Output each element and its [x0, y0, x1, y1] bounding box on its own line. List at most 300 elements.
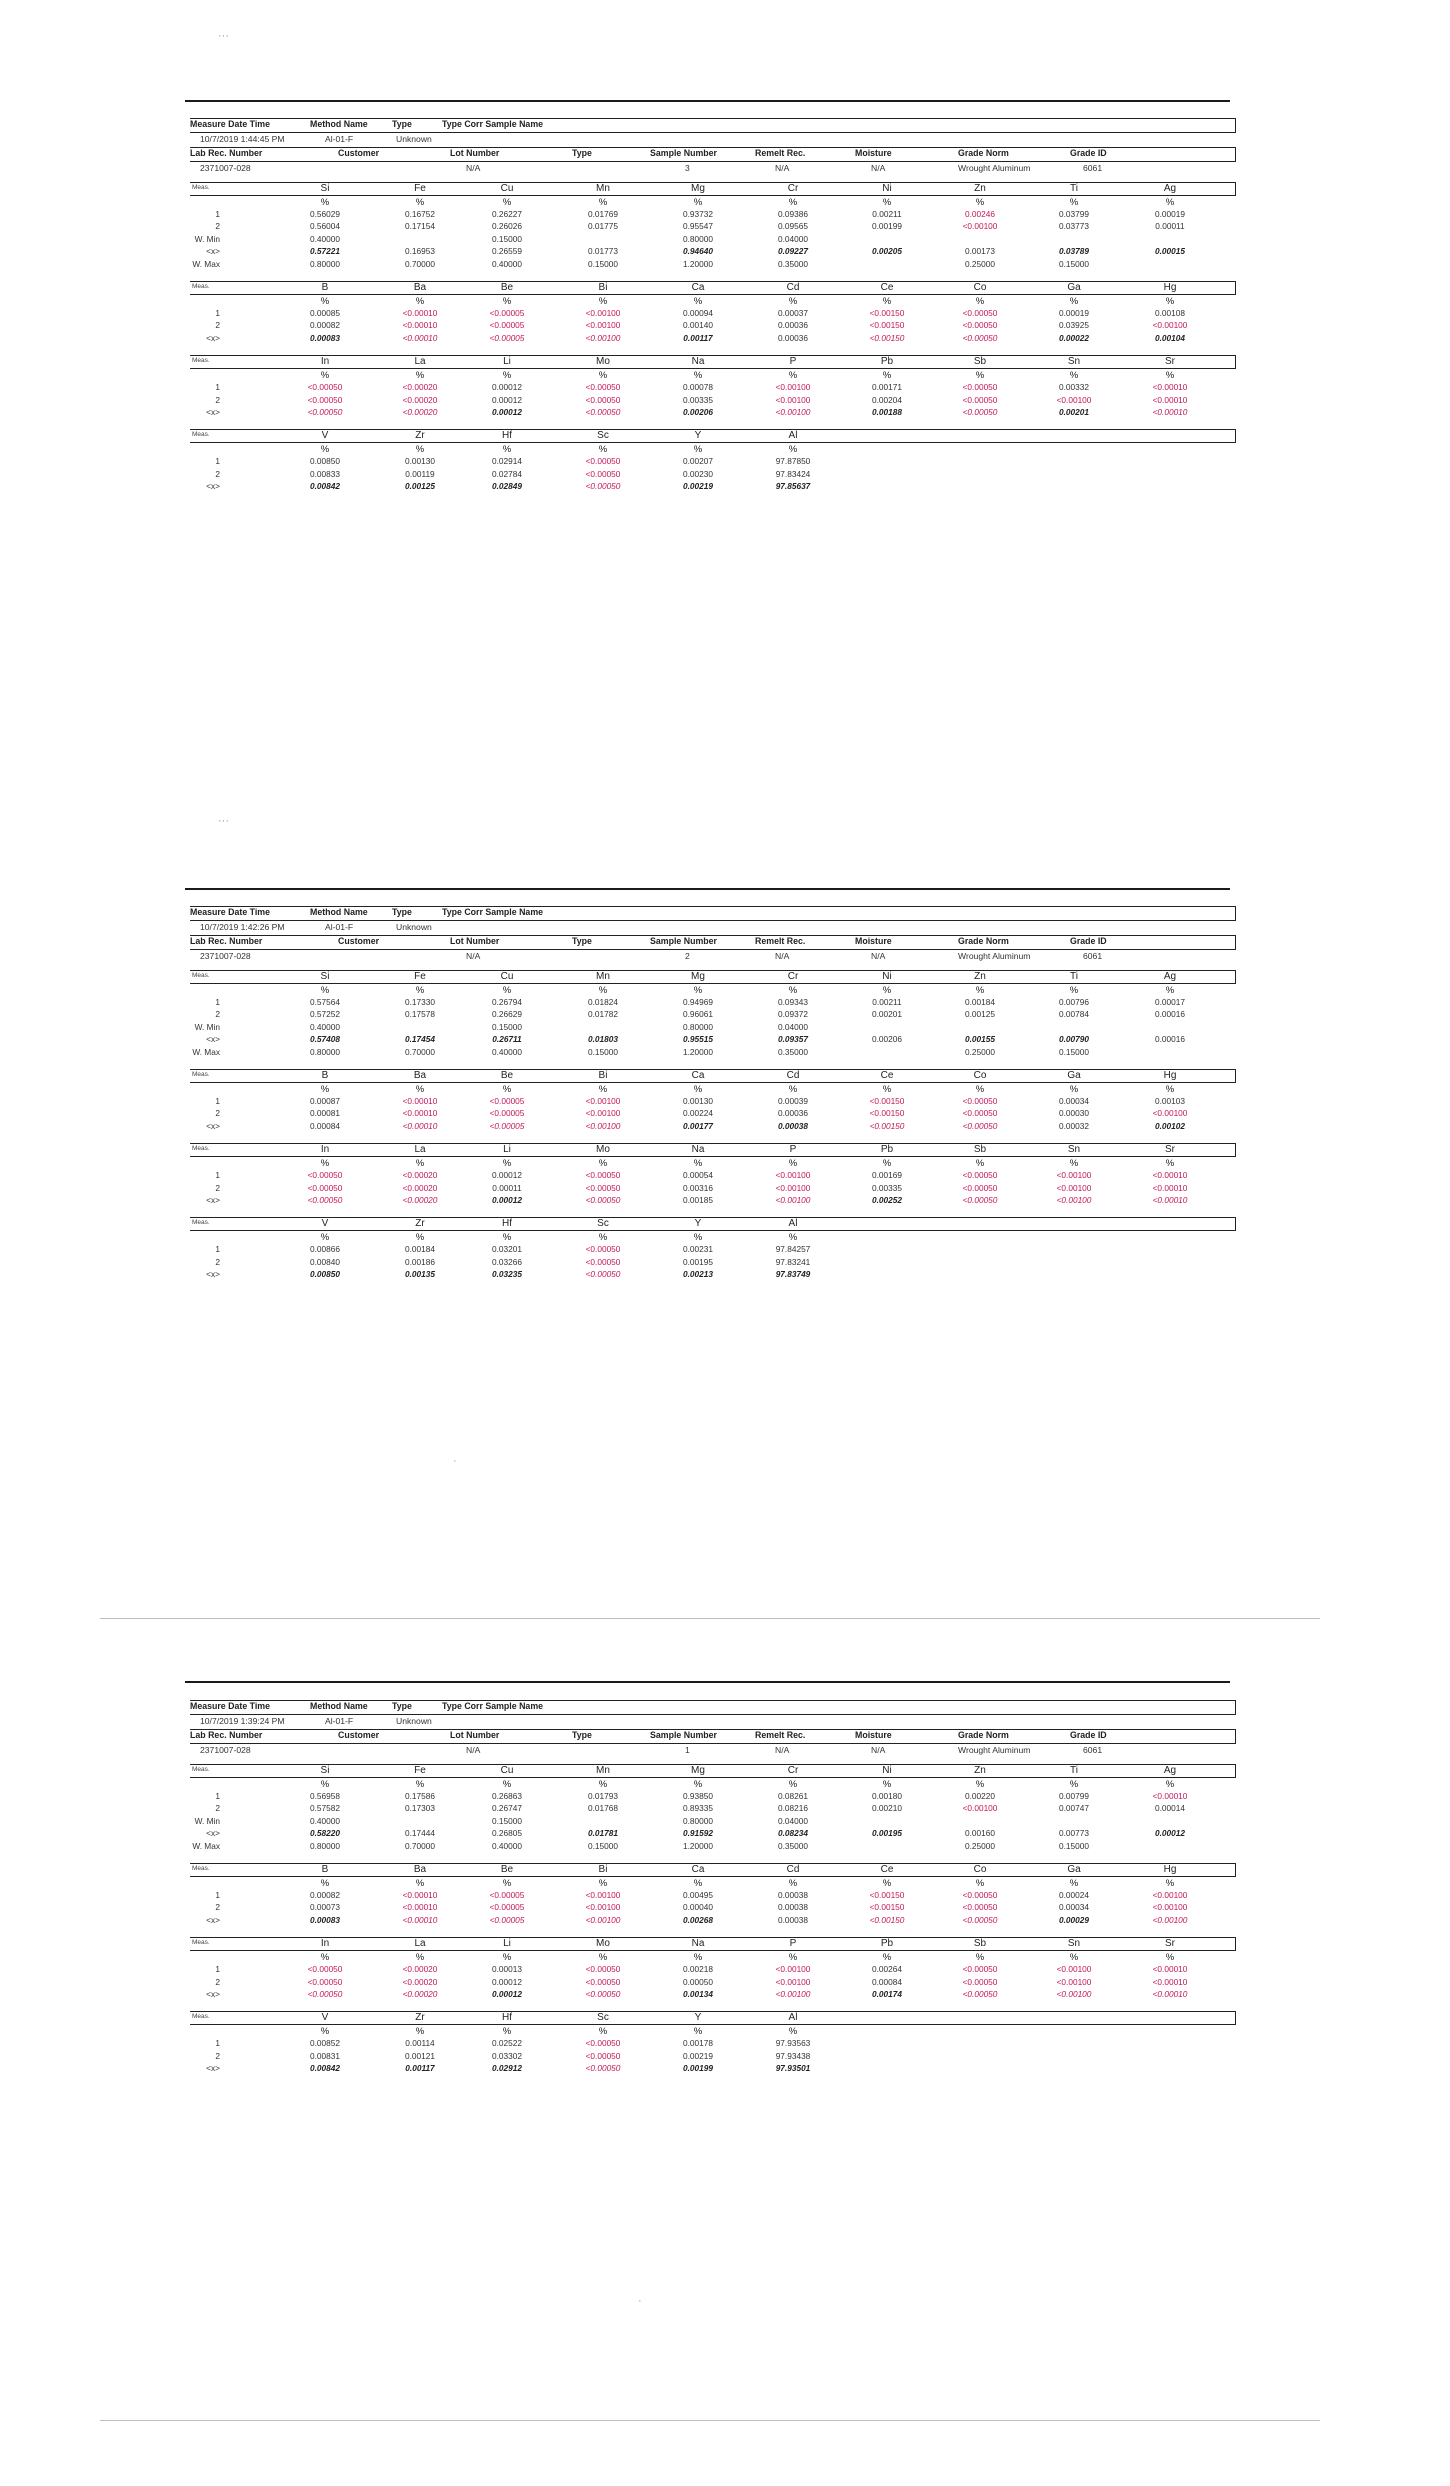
- data-row: [190, 320, 1230, 332]
- meas-label: Meas.: [192, 184, 210, 191]
- unit-label: %: [788, 444, 798, 456]
- header-label: Grade Norm: [958, 148, 1009, 158]
- data-cell: 0.40000: [492, 1840, 522, 1851]
- element-symbol: Sc: [597, 2012, 609, 2024]
- element-symbol: Co: [973, 1069, 987, 1081]
- data-cell: 0.00852: [310, 2038, 340, 2049]
- data-cell: 0.15000: [492, 233, 522, 244]
- element-header-row: [190, 182, 1236, 196]
- data-cell: 0.00078: [683, 382, 713, 393]
- data-row: [190, 246, 1230, 258]
- element-symbol: Ti: [1070, 971, 1078, 982]
- page-rule: [185, 1681, 1230, 1683]
- unit-label: %: [1165, 985, 1175, 996]
- element-symbol: Be: [500, 1863, 514, 1875]
- header-label: Lab Rec. Number: [190, 148, 263, 158]
- data-cell: <0.00050: [307, 1976, 343, 1987]
- data-cell: 0.25000: [965, 1840, 995, 1851]
- unit-row: [190, 1951, 1230, 1964]
- element-symbol: Y: [694, 2012, 702, 2024]
- row-label: 1: [215, 456, 220, 467]
- data-cell: <0.00100: [1152, 1914, 1188, 1925]
- header-value: N/A: [775, 1745, 790, 1755]
- row-label: W. Max: [192, 1840, 220, 1851]
- data-cell: 0.00108: [1155, 307, 1185, 318]
- element-symbol: Ga: [1067, 1069, 1081, 1081]
- data-cell: 0.00268: [683, 1914, 713, 1925]
- element-symbol: In: [320, 1144, 330, 1156]
- header-label: Measure Date Time: [190, 119, 271, 129]
- analysis-report: [190, 906, 1230, 1281]
- data-cell: <0.00010: [1152, 1976, 1188, 1987]
- data-cell: 0.00747: [1059, 1803, 1089, 1814]
- data-cell: <0.00100: [962, 221, 998, 232]
- data-cell: 0.04000: [778, 1021, 808, 1032]
- meas-label: Meas.: [192, 282, 210, 290]
- data-row: [190, 1915, 1230, 1927]
- element-symbol: Ce: [880, 281, 894, 293]
- unit-label: %: [598, 2026, 608, 2038]
- data-cell: 0.00204: [872, 394, 902, 405]
- unit-label: %: [502, 1158, 512, 1170]
- element-symbol: Mo: [596, 1938, 610, 1950]
- data-cell: 0.00213: [683, 1269, 713, 1280]
- data-row: [190, 2051, 1230, 2063]
- data-cell: <0.00050: [962, 1914, 998, 1925]
- header-label: Measure Date Time: [190, 907, 271, 917]
- data-cell: <0.00100: [775, 394, 811, 405]
- data-cell: <0.00050: [585, 382, 621, 393]
- data-cell: 0.02784: [492, 468, 522, 479]
- data-cell: 0.00083: [310, 332, 340, 343]
- data-cell: 0.17154: [405, 221, 435, 232]
- data-cell: 0.02849: [492, 481, 522, 492]
- data-cell: 0.00206: [872, 1034, 902, 1045]
- element-symbol: Al: [788, 430, 798, 442]
- data-cell: <0.00005: [489, 1889, 525, 1900]
- row-label: 2: [215, 320, 220, 331]
- element-symbol: Fe: [414, 183, 426, 194]
- unit-label: %: [598, 1779, 608, 1790]
- element-symbol: Zn: [974, 1765, 986, 1776]
- data-cell: 0.00073: [310, 1902, 340, 1913]
- unit-label: %: [502, 370, 512, 382]
- data-cell: <0.00050: [585, 394, 621, 405]
- data-cell: 0.00102: [1155, 1120, 1185, 1131]
- data-cell: 0.00036: [778, 1108, 808, 1119]
- data-cell: 0.26227: [492, 209, 522, 219]
- meas-label: Meas.: [192, 1219, 210, 1227]
- data-cell: 0.00195: [872, 1828, 902, 1839]
- data-cell: 0.00206: [683, 406, 713, 417]
- element-symbol: Pb: [880, 1144, 894, 1156]
- data-cell: 0.00012: [492, 1170, 522, 1181]
- unit-label: %: [598, 295, 608, 307]
- data-cell: <0.00050: [962, 1120, 998, 1131]
- data-cell: 0.00125: [405, 481, 435, 492]
- unit-label: %: [693, 295, 703, 307]
- element-symbol: Ag: [1163, 1765, 1177, 1776]
- data-cell: 0.26026: [492, 221, 522, 232]
- data-cell: <0.00050: [585, 1988, 621, 1999]
- header-value: 2371007-028: [200, 163, 251, 173]
- data-cell: 0.00083: [310, 1914, 340, 1925]
- row-label: 2: [215, 394, 220, 405]
- data-cell: <0.00050: [962, 1964, 998, 1975]
- element-symbol: P: [789, 1144, 797, 1156]
- element-symbol: Ce: [880, 1069, 894, 1081]
- row-label: <x>: [206, 1914, 220, 1925]
- data-cell: <0.00100: [775, 1182, 811, 1193]
- data-row: [190, 1047, 1230, 1059]
- data-cell: 0.00040: [683, 1902, 713, 1913]
- unit-label: %: [693, 370, 703, 382]
- element-symbol: Co: [973, 281, 987, 293]
- header-label: Lot Number: [450, 1730, 500, 1740]
- data-cell: 0.15000: [588, 1840, 618, 1851]
- data-cell: 0.95515: [683, 1034, 713, 1045]
- unit-label: %: [502, 197, 512, 208]
- data-cell: 0.00171: [872, 382, 902, 393]
- unit-label: %: [1165, 1779, 1175, 1790]
- data-cell: 0.03799: [1059, 209, 1089, 219]
- header-value: N/A: [775, 951, 790, 961]
- data-cell: 0.15000: [1059, 1840, 1089, 1851]
- data-cell: <0.00005: [489, 307, 525, 318]
- data-cell: 97.93501: [775, 2063, 811, 2074]
- header-label: Type: [572, 148, 592, 158]
- element-symbol: Sb: [973, 1144, 987, 1156]
- data-cell: <0.00005: [489, 320, 525, 331]
- data-cell: 0.00246: [965, 209, 995, 219]
- data-cell: <0.00050: [962, 307, 998, 318]
- data-cell: 0.00081: [310, 1108, 340, 1119]
- data-cell: <0.00050: [962, 320, 998, 331]
- element-symbol: Sn: [1067, 1144, 1081, 1156]
- unit-label: %: [788, 1877, 798, 1889]
- data-cell: <0.00010: [1152, 406, 1188, 417]
- data-row: [190, 1977, 1230, 1989]
- data-cell: <0.00050: [585, 2050, 621, 2061]
- element-header-row: [190, 1863, 1236, 1877]
- data-cell: 0.94969: [683, 997, 713, 1007]
- data-cell: 0.00201: [872, 1009, 902, 1020]
- data-cell: <0.00100: [1056, 394, 1092, 405]
- data-cell: <0.00050: [585, 1269, 621, 1280]
- data-cell: <0.00020: [402, 406, 438, 417]
- header-label: Type: [392, 119, 412, 129]
- meas-label: Meas.: [192, 357, 210, 365]
- data-cell: 0.93850: [683, 1791, 713, 1801]
- header-label: Remelt Rec.: [755, 936, 806, 946]
- unit-label: %: [788, 1779, 798, 1790]
- element-symbol: B: [321, 1863, 329, 1875]
- data-cell: 0.15000: [588, 258, 618, 269]
- header-label: Method Name: [310, 1701, 368, 1711]
- data-cell: <0.00100: [585, 307, 621, 318]
- data-cell: <0.00020: [402, 382, 438, 393]
- data-cell: <0.00050: [962, 1976, 998, 1987]
- data-cell: 0.00178: [683, 2038, 713, 2049]
- data-cell: <0.00100: [1056, 1964, 1092, 1975]
- element-symbol: Sb: [973, 356, 987, 368]
- data-cell: <0.00100: [775, 1194, 811, 1205]
- unit-label: %: [1165, 370, 1175, 382]
- data-cell: 0.09386: [778, 209, 808, 219]
- data-cell: <0.00050: [307, 1194, 343, 1205]
- data-cell: 0.00850: [310, 456, 340, 467]
- data-cell: <0.00010: [402, 1889, 438, 1900]
- header-value: Unknown: [396, 1716, 432, 1726]
- element-symbol: Cu: [500, 1765, 514, 1776]
- data-cell: <0.00005: [489, 1120, 525, 1131]
- meas-label: Meas.: [192, 972, 210, 979]
- row-label: 2: [215, 468, 220, 479]
- data-cell: 0.94640: [683, 246, 713, 257]
- data-cell: 0.00174: [872, 1988, 902, 1999]
- data-cell: 0.01781: [588, 1828, 618, 1839]
- data-cell: 0.89335: [683, 1803, 713, 1814]
- data-row: [190, 1022, 1230, 1034]
- data-cell: 0.00842: [310, 481, 340, 492]
- data-cell: <0.00010: [1152, 1194, 1188, 1205]
- data-cell: 0.70000: [405, 1046, 435, 1057]
- element-symbol: Bi: [598, 1069, 608, 1081]
- data-cell: <0.00100: [585, 1902, 621, 1913]
- data-cell: 0.00016: [1155, 1009, 1185, 1020]
- element-symbol: Mn: [596, 183, 610, 194]
- unit-label: %: [1165, 1952, 1175, 1964]
- element-symbol: Ti: [1070, 1765, 1078, 1776]
- element-symbol: Hg: [1163, 1863, 1177, 1875]
- data-row: [190, 1902, 1230, 1914]
- header-label: Sample Number: [650, 148, 717, 158]
- data-cell: 0.01793: [588, 1791, 618, 1801]
- data-cell: <0.00100: [1152, 320, 1188, 331]
- report-header-row: [190, 118, 1236, 133]
- data-row: [190, 456, 1230, 468]
- data-cell: 0.04000: [778, 1815, 808, 1826]
- unit-row: [190, 1083, 1230, 1096]
- unit-label: %: [502, 2026, 512, 2038]
- data-cell: 0.57582: [310, 1803, 340, 1814]
- data-row: [190, 1034, 1230, 1046]
- header-label: Remelt Rec.: [755, 148, 806, 158]
- header-value: 2: [685, 951, 690, 961]
- data-cell: 0.00038: [778, 1120, 808, 1131]
- data-cell: 0.01775: [588, 221, 618, 232]
- unit-label: %: [598, 444, 608, 456]
- element-symbol: La: [414, 1938, 426, 1950]
- element-symbol: Co: [973, 1863, 987, 1875]
- unit-label: %: [598, 985, 608, 996]
- header-value: Wrought Aluminum: [958, 1745, 1031, 1755]
- data-cell: 0.00121: [405, 2050, 435, 2061]
- data-cell: 0.08216: [778, 1803, 808, 1814]
- element-symbol: Pb: [880, 356, 894, 368]
- unit-label: %: [320, 1232, 330, 1244]
- data-cell: 0.00012: [492, 1988, 522, 1999]
- header-label: Sample Number: [650, 936, 717, 946]
- element-symbol: In: [320, 356, 330, 368]
- element-symbol: Mo: [596, 1144, 610, 1156]
- data-cell: <0.00150: [869, 1108, 905, 1119]
- data-cell: <0.00050: [585, 1170, 621, 1181]
- data-cell: 0.00084: [872, 1976, 902, 1987]
- data-cell: 0.03789: [1059, 246, 1089, 257]
- header-value: N/A: [871, 1745, 886, 1755]
- data-cell: 0.40000: [310, 1815, 340, 1826]
- data-cell: 0.01769: [588, 209, 618, 219]
- data-cell: 0.00160: [965, 1828, 995, 1839]
- element-symbol: Hg: [1163, 281, 1177, 293]
- element-header-row: [190, 1069, 1236, 1083]
- data-cell: 0.00799: [1059, 1791, 1089, 1801]
- data-cell: 0.00140: [683, 320, 713, 331]
- data-cell: 0.00011: [492, 1182, 522, 1193]
- element-symbol: Na: [691, 356, 705, 368]
- data-cell: 0.00119: [405, 468, 435, 479]
- data-cell: <0.00020: [402, 1964, 438, 1975]
- header-label: Customer: [338, 936, 380, 946]
- data-row: [190, 1170, 1230, 1182]
- row-label: 1: [215, 997, 220, 1007]
- data-cell: 0.09343: [778, 997, 808, 1007]
- unit-label: %: [788, 370, 798, 382]
- data-cell: 0.03235: [492, 1269, 522, 1280]
- data-cell: 0.00038: [778, 1902, 808, 1913]
- element-block: [190, 429, 1230, 493]
- element-symbol: Na: [691, 1144, 705, 1156]
- element-symbol: Hg: [1163, 1069, 1177, 1081]
- row-label: 1: [215, 2038, 220, 2049]
- data-cell: 0.15000: [588, 1046, 618, 1057]
- data-cell: 0.01803: [588, 1034, 618, 1045]
- data-cell: <0.00010: [1152, 1170, 1188, 1181]
- unit-label: %: [975, 1952, 985, 1964]
- data-row: [190, 1841, 1230, 1853]
- data-cell: <0.00010: [402, 1914, 438, 1925]
- header-value: Wrought Aluminum: [958, 163, 1031, 173]
- header-label: Moisture: [855, 148, 892, 158]
- row-label: <x>: [206, 2063, 220, 2074]
- element-symbol: Ag: [1163, 183, 1177, 194]
- element-symbol: V: [321, 2012, 329, 2024]
- data-cell: 0.00264: [872, 1964, 902, 1975]
- data-cell: 0.00219: [683, 2050, 713, 2061]
- data-cell: 0.00104: [1155, 332, 1185, 343]
- element-symbol: Ag: [1163, 971, 1177, 982]
- unit-label: %: [1069, 295, 1079, 307]
- unit-label: %: [415, 295, 425, 307]
- data-row: [190, 1108, 1230, 1120]
- element-symbol: P: [789, 356, 797, 368]
- data-cell: 1.20000: [683, 258, 713, 269]
- unit-label: %: [415, 1083, 425, 1095]
- unit-label: %: [502, 985, 512, 996]
- data-cell: 0.00012: [492, 1976, 522, 1987]
- data-cell: 0.00207: [683, 456, 713, 467]
- data-cell: <0.00050: [962, 1902, 998, 1913]
- row-label: 1: [215, 1095, 220, 1106]
- unit-label: %: [1069, 1083, 1079, 1095]
- data-cell: 0.00850: [310, 1269, 340, 1280]
- row-label: 1: [215, 1889, 220, 1900]
- data-cell: <0.00020: [402, 1976, 438, 1987]
- data-cell: <0.00100: [775, 406, 811, 417]
- data-row: [190, 234, 1230, 246]
- element-symbol: Y: [694, 430, 702, 442]
- unit-label: %: [975, 1083, 985, 1095]
- element-symbol: Ni: [882, 971, 892, 982]
- data-cell: 0.09227: [778, 246, 808, 257]
- data-cell: 0.00224: [683, 1108, 713, 1119]
- unit-label: %: [320, 985, 330, 996]
- unit-label: %: [320, 444, 330, 456]
- unit-label: %: [1165, 295, 1175, 307]
- data-cell: <0.00050: [962, 1182, 998, 1193]
- header-label: Grade ID: [1070, 148, 1107, 158]
- data-cell: 0.00219: [683, 481, 713, 492]
- row-label: W. Min: [194, 1021, 220, 1032]
- data-cell: 0.00842: [310, 2063, 340, 2074]
- data-cell: <0.00150: [869, 1889, 905, 1900]
- data-cell: <0.00020: [402, 1988, 438, 1999]
- element-symbol: Ca: [691, 281, 705, 293]
- report-header-row: [190, 906, 1236, 921]
- data-cell: 0.00037: [778, 307, 808, 318]
- data-row: [190, 333, 1230, 345]
- element-symbol: Cd: [786, 1069, 800, 1081]
- header-value: Wrought Aluminum: [958, 951, 1031, 961]
- data-row: [190, 1803, 1230, 1815]
- element-block: [190, 1863, 1230, 1927]
- report-header-row: [190, 935, 1236, 950]
- data-cell: <0.00005: [489, 1902, 525, 1913]
- data-cell: <0.00100: [775, 382, 811, 393]
- data-cell: 0.00117: [683, 332, 713, 343]
- row-label: 1: [215, 382, 220, 393]
- data-cell: 0.09357: [778, 1034, 808, 1045]
- header-label: Lot Number: [450, 148, 500, 158]
- row-label: 2: [215, 2050, 220, 2061]
- data-cell: 0.00169: [872, 1170, 902, 1181]
- data-cell: <0.00050: [307, 1964, 343, 1975]
- element-symbol: Mg: [691, 1765, 705, 1776]
- data-cell: 0.56004: [310, 221, 340, 232]
- unit-label: %: [1069, 1158, 1079, 1170]
- unit-label: %: [693, 2026, 703, 2038]
- row-label: <x>: [206, 1269, 220, 1280]
- data-cell: 0.08234: [778, 1828, 808, 1839]
- data-cell: 0.00054: [683, 1170, 713, 1181]
- data-cell: 0.57564: [310, 997, 340, 1007]
- data-cell: <0.00005: [489, 332, 525, 343]
- page-divider: [100, 2420, 1320, 2421]
- row-label: 2: [215, 221, 220, 232]
- data-cell: 0.00184: [405, 1244, 435, 1255]
- element-block: [190, 355, 1230, 419]
- data-cell: 0.00195: [683, 1256, 713, 1267]
- element-symbol: Li: [503, 1144, 511, 1156]
- header-value: 6061: [1083, 951, 1103, 961]
- unit-label: %: [788, 295, 798, 307]
- unit-label: %: [975, 985, 985, 996]
- data-row: [190, 1096, 1230, 1108]
- data-cell: <0.00100: [585, 1108, 621, 1119]
- data-cell: 0.00029: [1059, 1914, 1089, 1925]
- header-label: Type Corr Sample Name: [442, 1701, 544, 1711]
